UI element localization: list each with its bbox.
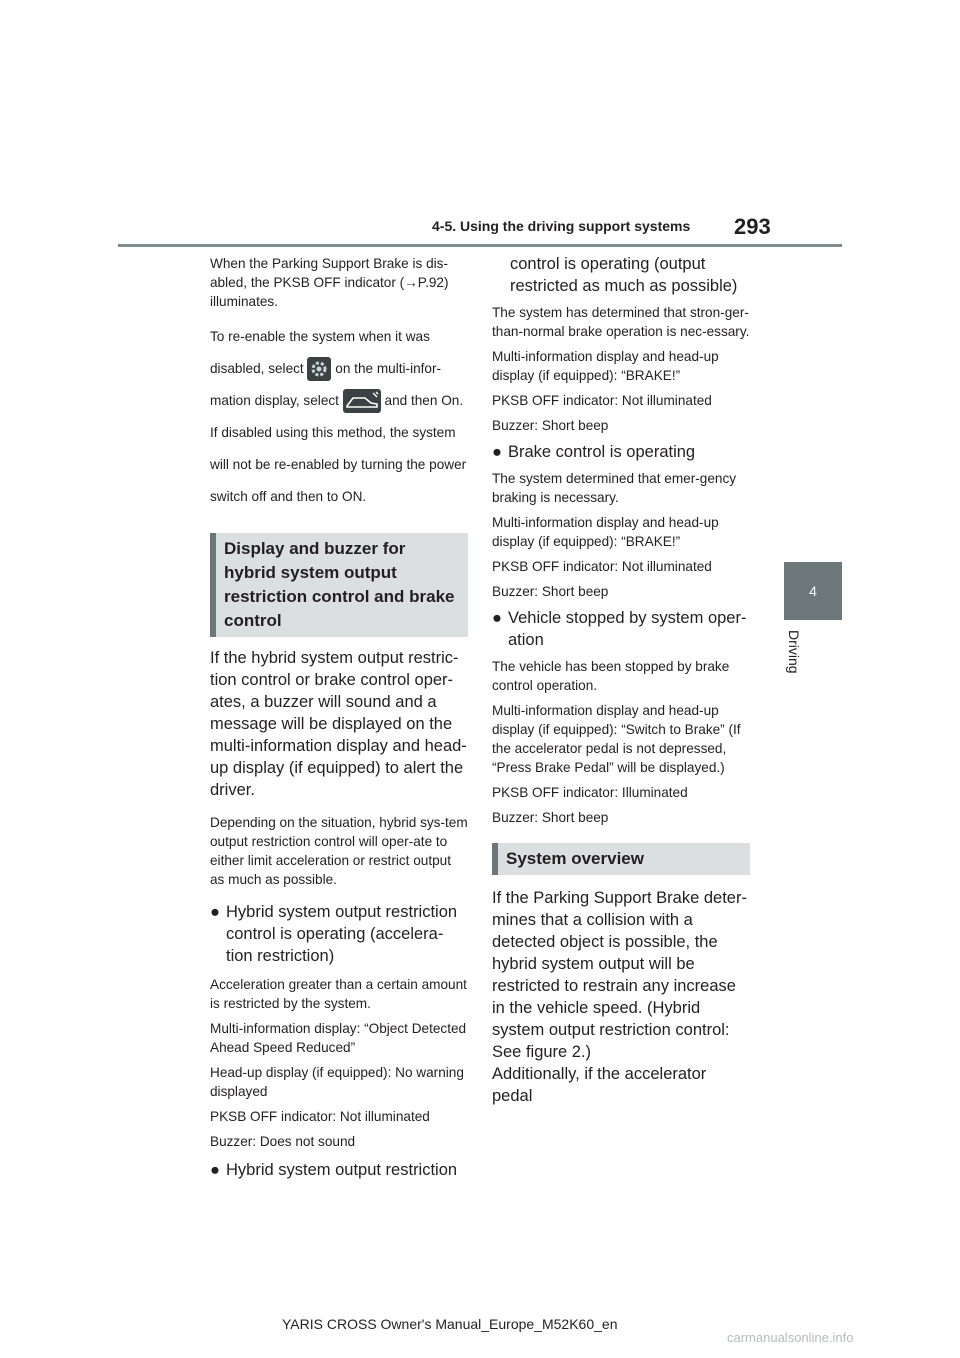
bullet-dot: ● <box>210 903 220 921</box>
list-item: The system has determined that stron-ger-than-normal brake operation is nec-essary. <box>492 305 750 339</box>
list-item: Multi-information display and head-up display (if equipped): “BRAKE!” <box>492 349 719 383</box>
bullet-output-restriction: ● Hybrid system output restriction <box>210 1161 458 1179</box>
list-item: Multi-information display and head-up display (if equipped): “BRAKE!” <box>492 515 719 549</box>
chapter-label: Driving <box>786 630 802 674</box>
car-sensor-icon <box>343 389 381 413</box>
list-item: PKSB OFF indicator: Not illuminated <box>492 393 712 408</box>
bullet-acceleration-restriction: ● Hybrid system output restriction control is operating (accelera-tion restriction) <box>210 903 458 965</box>
heading-display-buzzer: Display and buzzer for hybrid system output restriction control and brake control <box>210 533 468 637</box>
manual-footer: YARIS CROSS Owner's Manual_Europe_M52K60_en <box>282 1316 618 1332</box>
intro-paragraph: When the Parking Support Brake is dis-abled, the PKSB OFF indicator (→P.92) illuminates. <box>210 256 449 309</box>
overview-paragraph: If the Parking Support Brake deter-mines that a collision with a detected object is possible, the hybrid system output will be restricted to restrain any increase in the vehicle speed. (Hybrid system output restriction control: See figure 2.) <box>492 889 747 1061</box>
list-item: PKSB OFF indicator: Illuminated <box>492 785 688 800</box>
list-item: PKSB OFF indicator: Not illuminated <box>210 1109 430 1124</box>
list-item: Buzzer: Short beep <box>492 418 609 433</box>
header-divider <box>118 244 842 247</box>
heading-system-overview: System overview <box>492 843 750 875</box>
overview-paragraph-cont: Additionally, if the accelerator pedal <box>492 1065 707 1105</box>
chapter-tab <box>784 562 842 620</box>
gear-icon <box>307 357 331 381</box>
section-title: 4-5. Using the driving support systems <box>432 218 691 234</box>
bullet-dot: ● <box>492 609 502 627</box>
watermark: carmanualsonline.info <box>727 1330 854 1345</box>
list-item: The vehicle has been stopped by brake control operation. <box>492 659 730 693</box>
bullet-dot: ● <box>492 443 502 461</box>
bullet-continuation: control is operating (output restricted as much as possible) <box>510 255 738 295</box>
reenable-paragraph: To re-enable the system when it was disabled, select on the multi-infor-mation display, select and then On. If disabled using this method, the system will not be re-enabled by turning the power switch off and then to ON. <box>210 329 467 504</box>
body-paragraph-2: Depending on the situation, hybrid sys-tem output restriction control will oper-ate to either limit acceleration or restrict output as much as possible. <box>210 815 468 887</box>
chapter-number: 4 <box>809 583 817 599</box>
list-item: Buzzer: Short beep <box>492 810 609 825</box>
list-item: PKSB OFF indicator: Not illuminated <box>492 559 712 574</box>
list-item: Head-up display (if equipped): No warning displayed <box>210 1065 464 1099</box>
bullet-brake-control: ● Brake control is operating <box>492 443 696 461</box>
body-paragraph-1: If the hybrid system output restric-tion control or brake control oper-ates, a buzzer will sound and a message will be displayed on the multi-information display and head-up display (if equipped) to alert the driver. <box>210 649 467 799</box>
list-item: The system determined that emer-gency braking is necessary. <box>492 471 737 505</box>
left-column <box>210 254 468 1181</box>
list-item: Acceleration greater than a certain amount is restricted by the system. <box>210 977 467 1011</box>
bullet-vehicle-stopped: ● Vehicle stopped by system oper-ation <box>492 609 747 649</box>
list-item: Buzzer: Short beep <box>492 584 609 599</box>
page-number: 293 <box>734 214 771 239</box>
list-item: Multi-information display: “Object Detected Ahead Speed Reduced” <box>210 1021 467 1055</box>
bullet-dot: ● <box>210 1161 220 1179</box>
list-item: Multi-information display and head-up display (if equipped): “Switch to Brake” (If the accelerator pedal is not depressed, “Press Brake Pedal” will be displayed.) <box>492 703 741 775</box>
list-item: Buzzer: Does not sound <box>210 1134 356 1149</box>
right-column <box>492 253 750 1107</box>
